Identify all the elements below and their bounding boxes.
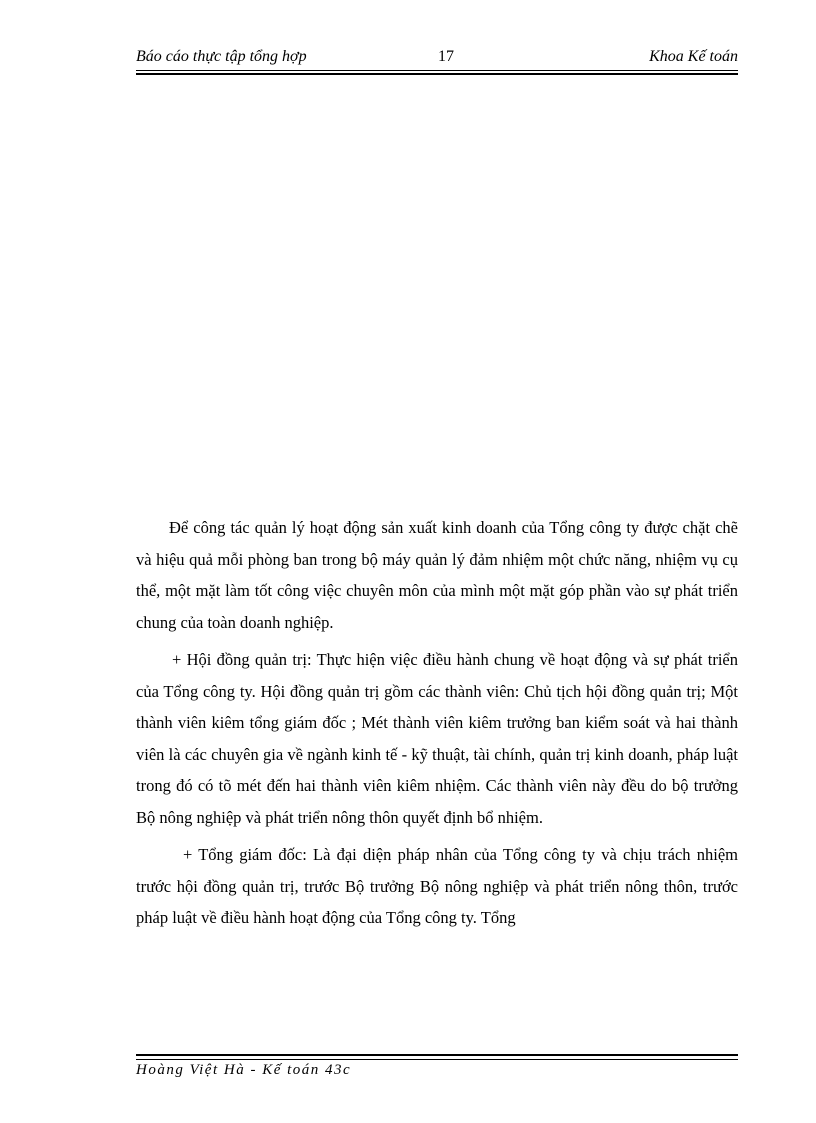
header-divider-thick [136, 73, 738, 75]
footer-divider-thin [136, 1059, 738, 1060]
header-department: Khoa Kế toán [649, 48, 738, 65]
page-header [136, 48, 738, 70]
header-divider-thin [136, 70, 738, 71]
body-text [136, 512, 738, 940]
paragraph-general-director: + Tổng giám đốc: Là đại diện pháp nhân của Tổng công ty và chịu trách nhiệm trước hội đồng quản trị, trước Bộ trưởng Bộ nông nghiệp và phát triển nông thôn, trước pháp luật về điều hành hoạt động của Tổng công ty. Tổng [136, 845, 738, 927]
paragraph-board-of-directors: + Hội đồng quản trị: Thực hiện việc điều hành chung về hoạt động và sự phát triển của Tổng công ty. Hội đồng quản trị gồm các thành viên: Chủ tịch hội đồng quản trị; Một thành viên kiêm tổng giám đốc ; Mét thành viên kiêm trưởng ban kiểm soát và hai thành viên là các chuyên gia về ngành kinh tế - kỹ thuật, tài chính, quản trị kinh doanh, pháp luật trong đó có tõ mét đến hai thành viên kiêm nhiệm. Các thành viên này đều do bộ trưởng Bộ nông nghiệp và phát triển nông thôn quyết định bổ nhiệm. [136, 650, 738, 827]
page-footer-author: Hoàng Việt Hà - Kế toán 43c [136, 1062, 352, 1078]
header-report-title: Báo cáo thực tập tổng hợp [136, 48, 307, 65]
header-page-number: 17 [438, 48, 454, 65]
footer-divider-thick [136, 1054, 738, 1056]
paragraph-intro: Để công tác quản lý hoạt động sản xuất kinh doanh của Tổng công ty được chặt chẽ và hiệu quả mỗi phòng ban trong bộ máy quản lý đảm nhiệm một chức năng, nhiệm vụ cụ thể, một mặt làm tốt công việc chuyên môn của mình một mặt góp phần vào sự phát triển chung của toàn doanh nghiệp. [136, 518, 738, 632]
